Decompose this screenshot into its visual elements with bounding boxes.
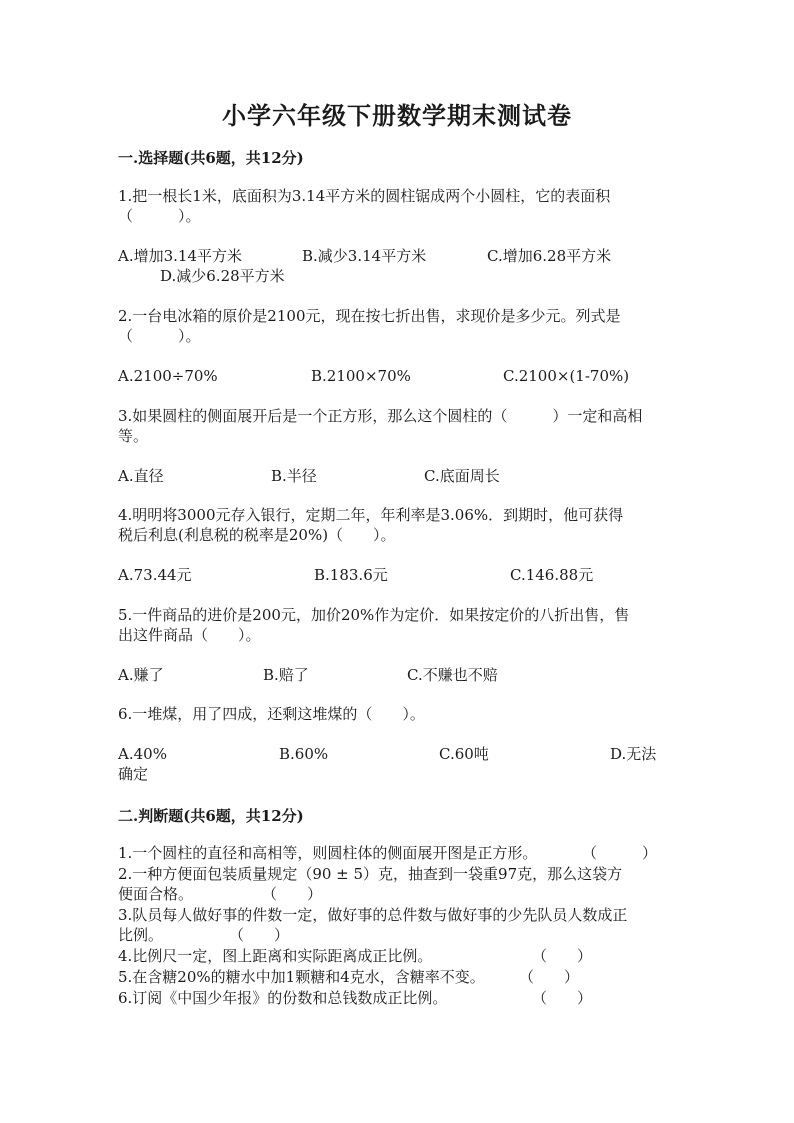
question-5-text: 5.一件商品的进价是200元，加价20%作为定价．如果按定价的八折出售，售 — [118, 606, 630, 624]
section-heading-choice: 一.选择题(共6题，共12分) — [118, 149, 304, 167]
judge-item-5-text: 5.在含糖20%的糖水中加1颗糖和4克水，含糖率不变。 — [118, 968, 485, 986]
judge-item-5-answer-blank: （ ） — [519, 968, 580, 986]
question-3-text: 3.如果圆柱的侧面展开后是一个正方形，那么这个圆柱的（ ）一定和高相 — [118, 407, 643, 425]
judge-item-3-text-cont: 比例。 — [118, 926, 164, 944]
question-6-option-a: A.40% — [118, 745, 167, 763]
question-5-option-a: A.赚了 — [118, 666, 164, 684]
question-2-option-a: A.2100÷70% — [118, 367, 218, 385]
question-1-option-d: D.减少6.28平方米 — [160, 267, 285, 285]
judge-item-6-text: 6.订阅《中国少年报》的份数和总钱数成正比例。 — [118, 989, 448, 1007]
question-4-option-b: B.183.6元 — [314, 566, 388, 584]
question-6-option-c: C.60吨 — [439, 745, 489, 763]
judge-item-1-text: 1.一个圆柱的直径和高相等，则圆柱体的侧面展开图是正方形。 — [118, 844, 538, 862]
question-5-option-b: B.赔了 — [263, 666, 309, 684]
question-3-option-b: B.半径 — [271, 467, 317, 485]
question-6-option-b: B.60% — [279, 745, 329, 763]
judge-item-2-text: 2.一种方便面包装质量规定（90 ± 5）克，抽查到一袋重97克，那么这袋方 — [118, 865, 623, 883]
question-6-text: 6.一堆煤，用了四成，还剩这堆煤的（ ）。 — [118, 705, 425, 723]
question-4-text: 4.明明将3000元存入银行，定期二年，年利率是3.06%．到期时，他可获得 — [118, 506, 624, 524]
judge-item-1-answer-blank: （ ） — [582, 844, 658, 862]
question-1-option-c: C.增加6.28平方米 — [487, 247, 612, 265]
question-6-option-d: D.无法 — [610, 745, 657, 763]
question-2-option-b: B.2100×70% — [311, 367, 411, 385]
judge-item-6-answer-blank: （ ） — [532, 989, 593, 1007]
question-4-text-cont: 税后利息(利息税的税率是20%)（ ）。 — [118, 526, 396, 544]
judge-item-4-text: 4.比例尺一定，图上距离和实际距离成正比例。 — [118, 947, 433, 965]
question-1-text: 1.把一根长1米，底面积为3.14平方米的圆柱锯成两个小圆柱，它的表面积 — [118, 187, 611, 205]
page-title: 小学六年级下册数学期末测试卷 — [222, 101, 572, 130]
question-1-text-cont: （ ）。 — [118, 207, 201, 225]
judge-item-2-text-cont: 便面合格。 — [118, 885, 194, 903]
judge-item-3-answer-blank: （ ） — [229, 926, 290, 944]
question-2-text-cont: （ ）。 — [118, 327, 201, 345]
judge-item-2-answer-blank: （ ） — [262, 885, 323, 903]
section-heading-judge: 二.判断题(共6题，共12分) — [118, 807, 304, 825]
question-1-option-a: A.增加3.14平方米 — [118, 247, 242, 265]
question-2-option-c: C.2100×(1-70%) — [503, 367, 630, 385]
question-5-text-cont: 出这件商品（ ）。 — [118, 626, 261, 644]
question-5-option-c: C.不赚也不赔 — [407, 666, 498, 684]
judge-item-3-text: 3.队员每人做好事的件数一定，做好事的总件数与做好事的少先队员人数成正 — [118, 906, 628, 924]
question-3-option-a: A.直径 — [118, 467, 164, 485]
question-3-text-cont: 等。 — [118, 427, 149, 445]
question-4-option-a: A.73.44元 — [118, 566, 192, 584]
question-6-option-d-cont: 确定 — [118, 765, 149, 783]
question-2-text: 2.一台电冰箱的原价是2100元，现在按七折出售，求现价是多少元。列式是 — [118, 307, 621, 325]
question-1-option-b: B.减少3.14平方米 — [302, 247, 427, 265]
question-4-option-c: C.146.88元 — [510, 566, 594, 584]
judge-item-4-answer-blank: （ ） — [532, 947, 593, 965]
question-3-option-c: C.底面周长 — [424, 467, 500, 485]
